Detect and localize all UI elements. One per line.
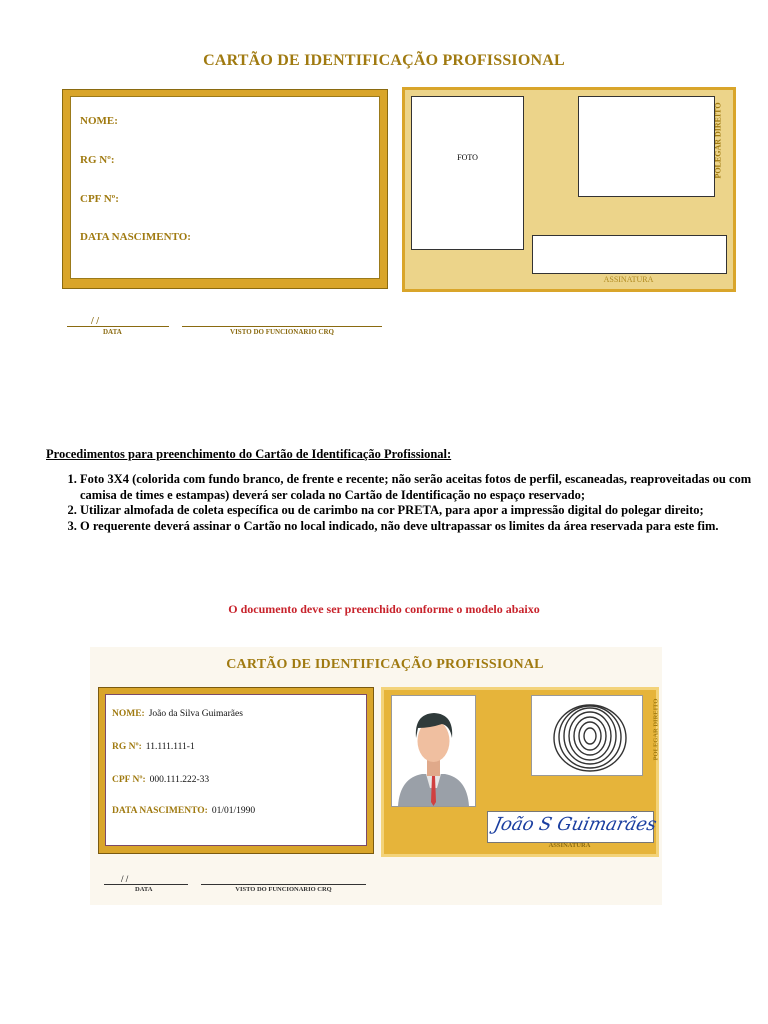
example-rg-value: 11.111.111-1 bbox=[145, 742, 195, 752]
thumbprint-box bbox=[578, 96, 715, 197]
example-info-panel-inner bbox=[105, 694, 367, 846]
example-card-title: CARTÃO DE IDENTIFICAÇÃO PROFISSIONAL bbox=[226, 657, 544, 672]
example-birthdate-label: DATA NASCIMENTO: bbox=[112, 806, 208, 816]
example-cpf-field bbox=[112, 775, 209, 785]
procedure-item: 2. Utilizar almofada de coleta específica ou de carimbo na cor PRETA, para apor a impressão digital do polegar direito; bbox=[80, 503, 768, 519]
example-cpf-label: CPF Nº: bbox=[112, 775, 146, 785]
example-thumbprint-box bbox=[531, 695, 643, 776]
example-signature-box bbox=[487, 811, 659, 843]
example-info-panel bbox=[98, 687, 374, 854]
rg-field bbox=[80, 154, 115, 166]
thumb-label: POLEGAR DIREITO bbox=[713, 102, 723, 179]
procedure-item: 3. O requerente deverá assinar o Cartão no local indicado, não deve ultrapassar os limites da área reservada para este fim. bbox=[80, 519, 768, 535]
example-birthdate-field bbox=[112, 806, 255, 816]
example-date-line bbox=[104, 884, 188, 885]
rg-label: RG Nº: bbox=[80, 154, 115, 166]
procedures-list bbox=[46, 472, 768, 534]
example-rg-field bbox=[112, 742, 195, 752]
birthdate-field bbox=[80, 231, 191, 243]
procedures-title: Procedimentos para preenchimento do Cartão de Identificação Profissional: bbox=[46, 447, 452, 461]
staff-line bbox=[182, 326, 382, 327]
photo-panel bbox=[402, 87, 736, 292]
example-name-value: João da Silva Guimarães bbox=[148, 709, 243, 719]
info-panel-inner bbox=[70, 96, 380, 279]
example-photo-box bbox=[391, 695, 476, 807]
example-date-slashes: / / bbox=[121, 874, 129, 884]
signature-label: ASSINATURA bbox=[603, 275, 654, 284]
card-title: CARTÃO DE IDENTIFICAÇÃO PROFISSIONAL bbox=[203, 52, 565, 69]
example-signature: João S Guimarães bbox=[491, 814, 659, 835]
name-field bbox=[80, 115, 118, 127]
name-label: NOME: bbox=[80, 115, 118, 127]
example-name-field bbox=[112, 709, 243, 719]
example-name-label: NOME: bbox=[112, 709, 145, 719]
photo-box bbox=[411, 96, 524, 250]
info-panel bbox=[62, 89, 388, 289]
staff-label: VISTO DO FUNCIONARIO CRQ bbox=[230, 328, 334, 336]
signature-box bbox=[532, 235, 727, 274]
photo-label: FOTO bbox=[457, 153, 478, 162]
cpf-label: CPF Nº: bbox=[80, 193, 119, 205]
date-slashes: / / bbox=[91, 316, 100, 327]
example-thumb-label: POLEGAR DIREITO bbox=[652, 698, 660, 761]
avatar bbox=[392, 696, 475, 806]
thumbprint-icon bbox=[532, 696, 642, 775]
birthdate-label: DATA NASCIMENTO: bbox=[80, 231, 191, 243]
example-signature-label: ASSINATURA bbox=[548, 842, 591, 849]
date-line bbox=[67, 326, 169, 327]
example-photo-panel bbox=[381, 687, 659, 857]
procedure-item: 1. Foto 3X4 (colorida com fundo branco, de frente e recente; não serão aceitas fotos de perfil, escaneadas, reaproveitadas ou com camisa de times e estampas) deverá ser colada no Cartão de Identificação no espaço reservado; bbox=[80, 472, 768, 503]
cpf-field bbox=[80, 193, 119, 205]
model-note: O documento deve ser preenchido conforme o modelo abaixo bbox=[228, 602, 540, 616]
example-rg-label: RG Nº: bbox=[112, 742, 142, 752]
example-staff-label: VISTO DO FUNCIONARIO CRQ bbox=[235, 886, 332, 893]
example-cpf-value: 000.111.222-33 bbox=[149, 775, 210, 785]
example-date-label: DATA bbox=[135, 886, 153, 893]
date-label: DATA bbox=[103, 328, 122, 336]
example-staff-line bbox=[201, 884, 366, 885]
example-birthdate-value: 01/01/1990 bbox=[211, 806, 256, 816]
